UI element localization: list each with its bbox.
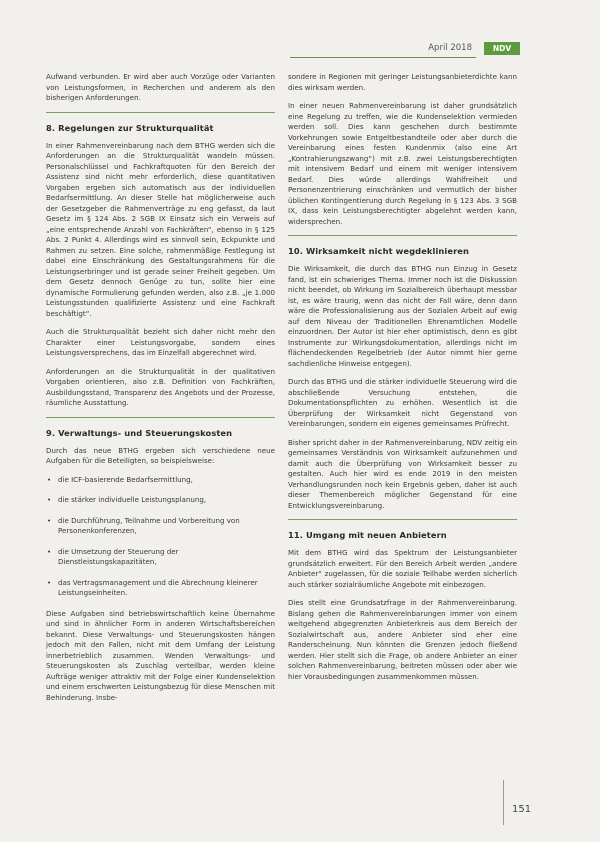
list-item: • die Durchführung, Teilnahme und Vorbereitung von Personenkonferenzen, (46, 516, 275, 537)
issue-date: April 2018 (428, 43, 472, 53)
paragraph: Aufwand verbunden. Er wird aber auch Vorzüge oder Varianten von Leistungsformen, in Recherchen und anderem als den bisherigen Anforderungen. (46, 72, 275, 102)
page-header (290, 40, 520, 62)
paragraph: In einer Rahmenvereinbarung nach dem BTHG werden sich die Anforderungen an die Strukturqualität wandeln müssen. Personalschlüssel und Fachkraftquoten für den Bereich der Assistenz sind nicht mehr erforderlich, diese quantitativen Vorgaben ergeben sich automatisch aus der individuellen Bedarfsermittlung. An dieser Stelle hat möglicherweise auch der Gesetzgeber die Rahmenverträge zu eng gefasst, da laut Gesetz im § 124 Abs. 2 SGB IX Einsatz sich ein Verweis auf „eine entsprechende Anzahl von Fachkräften“, ebenso in § 125 Abs. 2 Punkt 4. Allerdings wird es sinnvoll sein, Eckpunkte und Rahmen zu setzen. Eine solche, rahmenmäßige Festlegung ist dabei eine Einschränkung des Gestaltungsrahmens für die Leistungserbringer und ist gerade seiner Freiheit gegeben. Um dem Gesetz dennoch Genüge zu tun, sollte hier eine dynamische Formulierung gefunden werden, also z.B. „je 1.000 Leistungsstunden qualifizierte Assistenz und eine Fachkraft beschäftigt“. (46, 140, 275, 318)
page-number: 151 (512, 804, 532, 815)
left-column (46, 72, 275, 711)
paragraph: Bisher spricht daher in der Rahmenvereinbarung, NDV zeitig ein gemeinsames Verständnis von Wirksamkeit aufzunehmen und damit auch die Überprüfung von Wirksamkeit besser zu gestalten. Auch hier wird es ende 2019 in den meisten Verhandlungsrunden noch kein Ergebnis geben, daher ist auch dieser Themenbereich möglicher Gegenstand für eine Entwicklungsvereinbarung. (288, 437, 517, 510)
paragraph: Durch das BTHG und die stärker individuelle Steuerung wird die abschließende Versuchung entstehen, die Dokumentationspflichten zu erhöhen. Wesentlich ist die Überprüfung der Wirksamkeit nicht Gegenstand von Vereinbarungen, sondern ein eigenes gemeinsames Prüfrecht. (288, 377, 517, 428)
section-divider (288, 519, 517, 520)
section-divider (288, 235, 517, 236)
bullet-list (46, 475, 275, 599)
list-item: • die Umsetzung der Steuerung der Dienstleistungskapazitäten, (46, 547, 275, 568)
paragraph: In einer neuen Rahmenvereinbarung ist daher grundsätzlich eine Regelung zu treffen, wie die Kundenselektion vermieden werden soll. Dies kann geschehen durch bestimmte Vorkehrungen sowie Entgeltbestandteile oder aber durch die Vereinbarung eines festen Kundenmix (also eine Art „Kontrahierungszwang“) mit z.B. zwei Leistungsberechtigten mit intensivem Bedarf und einem mit weniger intensivem Bedarf. Dies würde allerdings Wahlfreiheit und Personenzentrierung einschränken und vermutlich der bisher üblichen Kontingentierung durch Regelung in § 123 Abs. 3 SGB IX, dass kein Leistungsberechtigter abgelehnt werden kann, widersprechen. (288, 101, 517, 226)
paragraph: Durch das neue BTHG ergeben sich verschiedene neue Aufgaben für die Beteiligten, so beispielsweise: (46, 445, 275, 465)
paragraph: Dies stellt eine Grundsatzfrage in der Rahmenvereinbarung. Bislang gehen die Rahmenvereinbarungen immer von einem weitgehend abgegrenzten Anbieterkreis aus dem Bereich der Sozialwirtschaft aus, andere Anbieter sind eher eine Randerscheinung. Nun könnten die Grenzen jedoch fließend werden. Hier stellt sich die Frage, ob andere Anbieter an einer solchen Rahmenvereinbarung, beitreten müssen oder aber wie hier Vorausbedingungen zusammenkommen müssen. (288, 598, 517, 681)
paragraph: Die Wirksamkeit, die durch das BTHG nun Einzug in Gesetz fand, ist ein schwieriges Thema. Immer noch ist die Diskussion nicht beendet, ob Wirkung im Sozialbereich überhaupt messbar ist, es wäre traurig, wenn das nicht der Fall wäre, denn dann wäre die Professionalisierung aus der Sozialen Arbeit auf ewig auf dem Niveau der Traditionellen Ehrenamtlichen Modelle einzuordnen. Der Autor ist hier eher optimistisch, denn es gibt Instrumente zur Wirkungsdokumentation, allerdings nicht im flächendeckenden Regelbetrieb (der Autor nimmt hier gerne sachdienliche Hinweise entgegen). (288, 264, 517, 368)
section-heading-9: 9. Verwaltungs- und Steuerungskosten (46, 427, 233, 438)
paragraph: Anforderungen an die Strukturqualität in der qualitativen Vorgaben orientieren, also z.B. Definition von Fachkräften, Ausbildungsstand, Transparenz des Angebots und der Prozesse, räumliche Ausstattung. (46, 366, 275, 407)
section-divider (46, 417, 275, 418)
paragraph: sondere in Regionen mit geringer Leistungsanbieterdichte kann dies wirksam werden. (288, 72, 517, 92)
section-heading-8: 8. Regelungen zur Strukturqualität (46, 122, 214, 133)
paragraph: Auch die Strukturqualität bezieht sich daher nicht mehr den Charakter einer Leistungsvorgabe, sondern eines Leistungsversprechens, das im Einzelfall abgerechnet wird. (46, 327, 275, 357)
footer-divider (503, 780, 504, 825)
section-heading-10: 10. Wirksamkeit nicht wegdeklinieren (288, 246, 470, 256)
list-item: • die stärker individuelle Leistungsplanung, (46, 495, 275, 506)
section-divider (46, 112, 275, 113)
header-rule (290, 57, 476, 58)
section-heading-11: 11. Umgang mit neuen Anbietern (288, 530, 447, 540)
paragraph: Diese Aufgaben sind betriebswirtschaftlich keine Übernahme und sind in ähnlicher Form in anderen Wirtschaftsbereichen bekannt. Diese Verwaltungs- und Steuerungskosten hängen jedoch mit den Fallen, nicht mit dem Umfang der Leistung innerbetrieblich zusammen. Wenden Verwaltungs- und Steuerungskosten als Zuschlag verteilbar, werden kleine Aufträge weniger attraktiv mit der Folge einer Kundenselektion und einem erschwerten Leistungsbezug für diese Menschen mit Behinderung. Insbe- (46, 608, 275, 702)
paragraph: Mit dem BTHG wird das Spektrum der Leistungsanbieter grundsätzlich erweitert. Für den Bereich Arbeit werden „andere Anbieter“ zugelassen, für die soziale Teilhabe werden sicherlich auch stärker sozialräumliche Angebote mit einbezogen. (288, 548, 517, 589)
list-item: • die ICF-basierende Bedarfsermittlung, (46, 475, 275, 486)
right-column (288, 72, 517, 690)
ndv-logo: NDV (484, 42, 520, 55)
list-item: • das Vertragsmanagement und die Abrechnung kleinerer Leistungseinheiten. (46, 578, 275, 599)
